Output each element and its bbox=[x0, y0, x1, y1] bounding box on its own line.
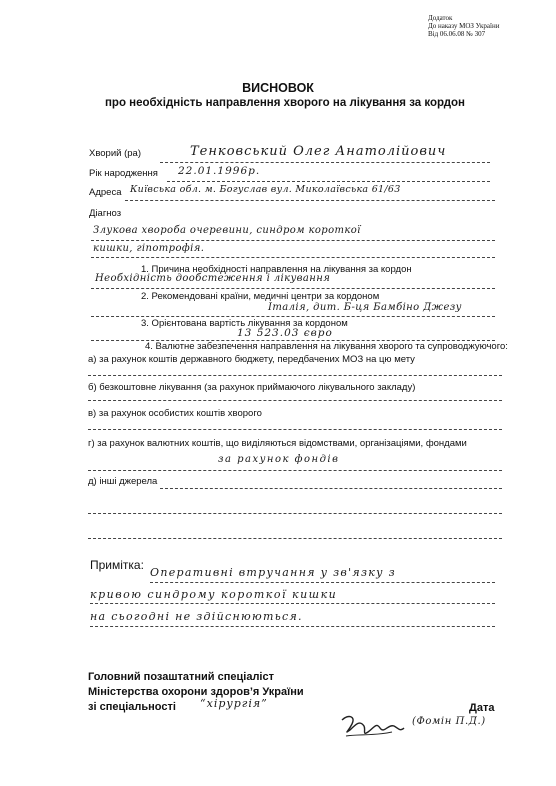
note-value-2: кривою синдрому короткої кишки bbox=[90, 588, 338, 601]
birth-line bbox=[167, 181, 490, 182]
patient-value: Тенковський Олег Анатолійович bbox=[190, 144, 447, 159]
section-3-label: 3. Орієнтована вартість лікування за кордоном bbox=[141, 318, 348, 329]
note-label: Примітка: bbox=[90, 558, 144, 572]
handwritten-signature bbox=[338, 710, 408, 742]
note-value-3: на сьогодні не здійснюються. bbox=[90, 610, 303, 623]
document-subtitle: про необхідність направлення хворого на лікування за кордон bbox=[104, 97, 465, 109]
header-line-1: Додаток bbox=[428, 14, 453, 22]
appendix-header bbox=[428, 14, 499, 38]
diagnosis-line-1 bbox=[91, 240, 495, 241]
option-b-line bbox=[88, 400, 502, 401]
section-1-label: 1. Причина необхідності направлення на лікування за кордон bbox=[141, 264, 412, 275]
diagnosis-value-2: кишки, гіпотрофія. bbox=[93, 243, 205, 254]
diagnosis-line-2 bbox=[91, 257, 495, 258]
section-2-label: 2. Рекомендовані країни, медичні центри за кордоном bbox=[141, 291, 380, 302]
document-title: ВИСНОВОК bbox=[242, 81, 314, 95]
option-d-label: д) інші джерела bbox=[88, 476, 158, 487]
option-g-label: г) за рахунок валютних коштів, що виділяються відомствами, організаціями, фондами bbox=[88, 438, 467, 449]
option-d-line-3 bbox=[88, 538, 502, 539]
section-2-line bbox=[91, 316, 495, 317]
option-a-label: а) за рахунок коштів державного бюджету, передбачених МОЗ на цю мету bbox=[88, 354, 415, 365]
option-g-line bbox=[88, 470, 502, 471]
option-g-value: за рахунок фондів bbox=[218, 454, 340, 465]
note-line-2 bbox=[90, 603, 495, 604]
signature-title-line-3: зі спеціальності bbox=[88, 701, 176, 713]
section-2-value: Італія, дит. Б-ця Бамбіно Джезу bbox=[268, 302, 462, 313]
signature-block bbox=[88, 670, 304, 715]
specialty-value: “хірургія” bbox=[200, 697, 268, 710]
date-label: Дата bbox=[469, 702, 495, 714]
option-c-line bbox=[88, 429, 502, 430]
section-1-value: Необхідність дообстеження і лікування bbox=[95, 273, 331, 284]
section-4-label: 4. Валютне забезпечення направлення на лікування хворого та супроводжуючого: bbox=[145, 341, 508, 352]
birth-label: Рік народження bbox=[89, 168, 158, 179]
note-value-1: Оперативні втручання у зв'язку з bbox=[150, 566, 396, 579]
patient-label: Хворий (ра) bbox=[89, 148, 141, 159]
header-line-2: До наказу МОЗ України bbox=[428, 22, 500, 30]
signature-title-line-1: Головний позаштатний спеціаліст bbox=[88, 671, 274, 683]
note-line-1 bbox=[150, 582, 495, 583]
address-value: Київська обл. м. Богуслав вул. Миколаївська 61/63 bbox=[130, 184, 401, 195]
option-a-line bbox=[88, 375, 502, 376]
patient-line bbox=[160, 162, 490, 163]
signer-name: (Фомін П.Д.) bbox=[412, 716, 486, 727]
diagnosis-label: Діагноз bbox=[89, 208, 122, 219]
section-1-line bbox=[91, 288, 495, 289]
option-d-line-2 bbox=[88, 513, 502, 514]
signature-title-line-2: Міністерства охорони здоров’я України bbox=[88, 686, 304, 698]
address-label: Адреса bbox=[89, 187, 122, 198]
note-line-3 bbox=[90, 626, 495, 627]
option-b-label: б) безкоштовне лікування (за рахунок приймаючого лікувального закладу) bbox=[88, 382, 416, 393]
address-line bbox=[125, 200, 495, 201]
header-line-3: Від 06.06.08 № 307 bbox=[428, 30, 486, 38]
option-c-label: в) за рахунок особистих коштів хворого bbox=[88, 408, 262, 419]
section-3-value: 13 523.03 євро bbox=[237, 327, 333, 339]
birth-value: 22.01.1996р. bbox=[178, 165, 261, 177]
diagnosis-value-1: Злукова хвороба очеревини, синдром короткої bbox=[93, 225, 361, 236]
option-d-line bbox=[160, 488, 502, 489]
